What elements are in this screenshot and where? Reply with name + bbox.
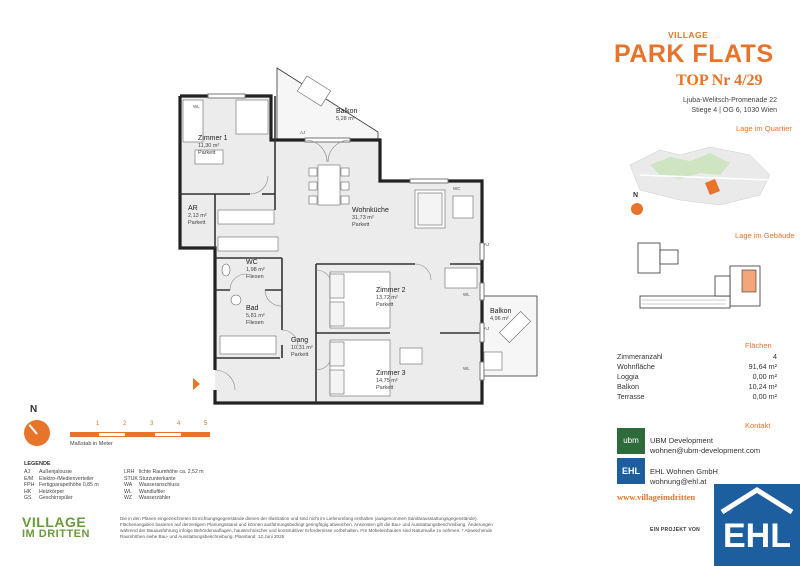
area-label: Zimmeranzahl <box>617 352 663 361</box>
legend-text: lichte Raumhöhe ca. 2,52 m <box>139 469 204 475</box>
legend-text: Elektro-/Medienverteiler <box>39 475 94 482</box>
room-name: Bad <box>246 305 259 312</box>
room-floor: Parkett <box>376 302 394 308</box>
legend-abbr: STUK <box>124 475 138 482</box>
legend-text: Heizkörper <box>39 488 65 495</box>
area-value: 10,24 m² <box>748 382 777 391</box>
disclaimer: Die in den Plänen eingezeichneten Einrichtungsgegenstände dienen der Illustration und sind nicht im Lieferumfang enthalten (ausgenommen Sanitärausstattungsgegenstände). Flächenangaben basieren auf derzeitigem Planungsstand und können ausführungsbedingt geringfügig abweichen. Ansonsten gilt die Bau- und Ausstattungsbeschreibung. Änderungen während der Bauausführung infolge Behördenauflagen, haustechnischer und konstruktiver Erfordernisse vorbehalten. Für Möbeleinbauten sind Naturmaße zu nehmen. * Abweichende Raumhöhen siehe Bau- und Ausstattungsbeschreibung. Planstand: 12.Juni 2025 <box>120 516 493 539</box>
legend-row <box>24 495 124 502</box>
legend-text: Außenjalousie <box>39 469 72 475</box>
legend-row <box>24 469 124 476</box>
room-area: 31,73 m² <box>352 215 374 221</box>
room-area: 10,31 m² <box>291 345 313 351</box>
projekt-von-label: EIN PROJEKT VON <box>650 527 701 533</box>
legend-abbr: WL <box>124 488 132 495</box>
building-plan <box>630 238 780 328</box>
area-label: Wohnfläche <box>617 362 655 371</box>
scale-segment <box>126 432 154 437</box>
legend-abbr: AJ <box>24 469 31 475</box>
quartier-map <box>620 135 780 215</box>
area-value: 4 <box>773 352 777 361</box>
legend-row <box>24 489 124 496</box>
room-floor: Fliesen <box>246 320 264 326</box>
legend-abbr: HK <box>24 488 32 495</box>
room-floor: Fliesen <box>246 274 264 280</box>
area-value: 0,00 m² <box>752 372 777 381</box>
room-name: Zimmer 2 <box>376 287 406 294</box>
compass-icon <box>24 420 50 446</box>
ehl-big-logo: EHL <box>714 484 800 566</box>
area-row <box>617 382 777 392</box>
room-area: 4,96 m² <box>490 316 509 322</box>
area-row <box>617 352 777 362</box>
room-name: Balkon <box>490 308 512 315</box>
room-name: WC <box>246 259 258 266</box>
areas-table <box>617 352 777 402</box>
legend-abbr: GS <box>24 495 32 502</box>
area-value: 0,00 m² <box>752 392 777 401</box>
legend-text: Fertigparapethöhe 0,85 m <box>39 482 99 489</box>
balcony-top <box>277 68 378 141</box>
scale-tick: 3 <box>150 421 154 427</box>
village-im-dritten-logo: VILLAGE IM DRITTEN <box>22 514 90 540</box>
legend-text: Wasserzähler <box>139 495 171 502</box>
legend-row <box>24 476 124 483</box>
wl-code: WL <box>193 104 200 109</box>
room-floor: Parkett <box>376 385 394 391</box>
room-floor: Parkett <box>291 352 309 358</box>
room-floor: Parkett <box>352 222 370 228</box>
north-small-label: N <box>633 192 639 199</box>
ehl-contact: EHL Wohnen GmbH wohnung@ehl.at <box>650 467 718 486</box>
room-area: 14,75 m² <box>376 378 398 384</box>
legend-row <box>24 482 124 489</box>
top-number: TOP Nr 4/29 <box>676 72 763 89</box>
legend-abbr: WA <box>124 482 133 489</box>
area-row <box>617 392 777 402</box>
scale-segment <box>154 432 182 437</box>
ubm-logo: ubm <box>617 428 645 454</box>
area-label: Balkon <box>617 382 639 391</box>
scale-ticks <box>70 421 230 429</box>
house-roof-icon <box>714 484 800 514</box>
park-flats-title: PARK FLATS <box>614 40 774 68</box>
room-area: 13,72 m² <box>376 295 398 301</box>
scale-tick: 4 <box>177 421 181 427</box>
legend-title: LEGENDE <box>24 461 51 467</box>
wc-code: WC <box>453 186 461 191</box>
ehl-email-link[interactable]: wohnung@ehl.at <box>650 477 707 486</box>
legend-text: Wandluftler <box>139 488 166 495</box>
ehl-small-logo: EHL <box>617 458 645 484</box>
ubm-contact: UBM Development wohnen@ubm-development.com <box>650 436 761 455</box>
room-area: 5,81 m² <box>246 313 265 319</box>
legend-row <box>124 495 234 502</box>
room-area: 11,30 m² <box>198 143 220 149</box>
scale-tick: 2 <box>123 421 127 427</box>
scale-tick: 1 <box>96 421 100 427</box>
aj-code: AJ <box>484 326 490 331</box>
section-kontakt: Kontakt <box>745 421 771 430</box>
legend-row <box>124 476 234 483</box>
legend-right <box>124 469 234 502</box>
scale-tick: 5 <box>204 421 208 427</box>
room-name: Zimmer 3 <box>376 370 406 377</box>
section-flaechen: Flächen <box>745 341 772 350</box>
legend-row <box>124 482 234 489</box>
legend-row <box>124 469 234 476</box>
legend-abbr: WZ <box>124 495 133 502</box>
room-name: Gang <box>291 337 309 344</box>
scale-label: Maßstab in Meter <box>70 441 113 447</box>
legend-row <box>124 489 234 496</box>
area-value: 91,64 m² <box>748 362 777 371</box>
wl-code: WL <box>463 292 470 297</box>
village-label: VILLAGE <box>668 30 709 40</box>
room-name: AR <box>188 205 198 212</box>
north-label: N <box>30 404 38 415</box>
wl-code: WL <box>463 366 470 371</box>
room-floor: Parkett <box>198 150 216 156</box>
area-row <box>617 362 777 372</box>
legend-abbr: LRH <box>124 469 135 475</box>
legend-text: Wasseranschluss <box>139 482 180 489</box>
room-name: Wohnküche <box>352 207 389 214</box>
room-name: Zimmer 1 <box>198 135 228 142</box>
section-gebaeude: Lage im Gebäude <box>735 231 795 240</box>
room-area: 5,28 m² <box>336 116 355 122</box>
address: Ljuba-Welitsch-Promenade 22 Stiege 4 | OG 6, 1030 Wien <box>682 97 777 114</box>
legend-abbr: E/M <box>24 475 34 482</box>
scale-segment <box>98 432 126 437</box>
legend-text: Geschirrspüler <box>39 495 73 502</box>
aj-code: AJ <box>300 130 306 135</box>
area-row <box>617 372 777 382</box>
area-label: Terrasse <box>617 392 645 401</box>
room-name: Balkon <box>336 108 358 115</box>
compass-small-icon <box>631 203 643 215</box>
scale-segment <box>70 432 98 437</box>
scale-segment <box>182 432 210 437</box>
entrance-arrow-icon <box>193 378 200 390</box>
aj-code: AJ <box>484 242 490 247</box>
website-link[interactable]: www.villageimdritten <box>617 492 696 502</box>
legend-text: Sturzunterkante <box>139 475 176 482</box>
ubm-email-link[interactable]: wohnen@ubm-development.com <box>650 446 761 455</box>
scale-bar <box>70 432 210 437</box>
room-area: 2,13 m² <box>188 213 207 219</box>
legend-left <box>24 469 124 502</box>
room-floor: Parkett <box>188 220 206 226</box>
legend-abbr: FPH <box>24 482 35 489</box>
area-label: Loggia <box>617 372 639 381</box>
room-area: 1,98 m² <box>246 267 265 273</box>
section-quartier: Lage im Quartier <box>736 124 792 133</box>
